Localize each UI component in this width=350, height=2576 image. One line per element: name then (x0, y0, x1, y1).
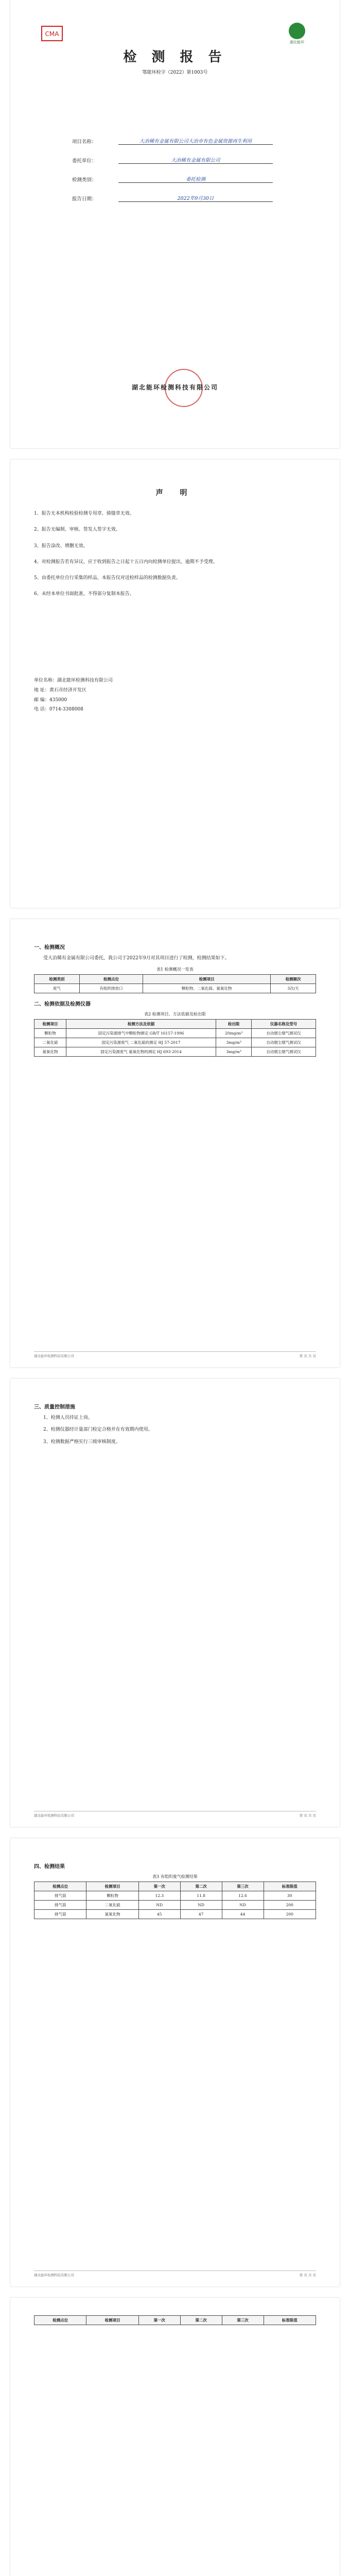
date-label: 报告日期： (72, 196, 97, 202)
table-cell: 44 (222, 1910, 264, 1919)
declaration-item: 2、报告无编制、审核、签发人签字无效。 (34, 527, 120, 533)
table-cell: 自动烟尘烟气测试仪 (252, 1029, 316, 1038)
table-row (34, 1047, 316, 1057)
table-cell: 颗粒物 (86, 1891, 138, 1901)
table-cell: 自动烟尘烟气测试仪 (252, 1047, 316, 1057)
project-field (72, 137, 340, 145)
company-logo (285, 21, 309, 44)
table-cell: 47 (180, 1910, 222, 1919)
table-row (34, 1891, 316, 1901)
report-number: 鄂能环检字（2022）第1003号 (142, 70, 208, 75)
overview-table (34, 974, 316, 993)
table-cell: 氮氧化物 (86, 1910, 138, 1919)
table-header: 检测点位 (34, 1882, 86, 1891)
section-text: 受大冶稀有金属有限公司委托，我公司于2022年9月对其项目进行了检测，检测结果如下。 (43, 956, 230, 961)
cma-logo (41, 26, 63, 41)
date-field (72, 194, 340, 202)
table-header: 检测点位 (79, 975, 143, 984)
qc-item: 3、检测数据严格实行三级审核制度。 (43, 1439, 120, 1445)
table-cell: 45 (138, 1910, 180, 1919)
client-label: 委托单位： (72, 158, 97, 164)
page-footer (34, 2270, 316, 2277)
table-cell: 20mg/m³ (216, 1029, 252, 1038)
results-table-continued (34, 2315, 316, 2325)
table-cell: ND (222, 1901, 264, 1910)
table-header: 检测项目 (86, 1882, 138, 1891)
footer-left: 湖北能环检测科技有限公司 (34, 2273, 74, 2277)
project-value: 大冶稀有金属有限公司大冶市有色金属资源再生利用 (118, 137, 273, 145)
results-table (34, 1882, 316, 1919)
section-title: 二、检测依据及检测仪器 (34, 1002, 91, 1008)
project-label: 项目名称： (72, 139, 97, 145)
table-header: 第三次 (222, 2316, 264, 2325)
table-cell: 200 (264, 1901, 316, 1910)
table-header: 检测类别 (34, 975, 80, 984)
table-cell: 排气筒 (34, 1891, 86, 1901)
report-title: 检 测 报 告 (123, 49, 227, 65)
table-cell: 3mg/m³ (216, 1047, 252, 1057)
contact-line: 电 话：0714-3308008 (34, 707, 83, 713)
footer-left: 湖北能环检测科技有限公司 (34, 1814, 74, 1818)
table-header: 检测频次 (271, 975, 316, 984)
table-header: 检测点位 (34, 2316, 86, 2325)
declaration-item: 5、由委托单位自行采集的样品，本报告仅对送检样品的检测数据负责。 (34, 575, 181, 581)
table-cell: 固定污染源废气 二氧化硫的测定 HJ 57-2017 (66, 1038, 216, 1047)
table-header: 标准限值 (264, 2316, 316, 2325)
table-row (34, 1029, 316, 1038)
table-cell: 二氧化硫 (34, 1038, 66, 1047)
method-table (34, 1019, 316, 1057)
declaration-item: 4、对检测报告若有异议，应于收到报告之日起十五日内向检测单位提出，逾期不予受理。 (34, 559, 218, 565)
table-header: 仪器名称及型号 (252, 1020, 316, 1029)
table-cell: 3次/天 (271, 984, 316, 993)
section-title: 三、质量控制措施 (34, 1404, 75, 1410)
table-header: 第二次 (180, 2316, 222, 2325)
table-row (34, 1901, 316, 1910)
table-header: 第一次 (138, 1882, 180, 1891)
table-header: 标准限值 (264, 1882, 316, 1891)
table-cell: 颗粒物 (34, 1029, 66, 1038)
type-label: 检测类别： (72, 177, 97, 183)
declaration-item: 3、报告涂改、增删无效。 (34, 543, 88, 549)
table-cell: ND (138, 1901, 180, 1910)
table-header: 第一次 (138, 2316, 180, 2325)
table-cell: 废气 (34, 984, 80, 993)
table-cell: 30 (264, 1891, 316, 1901)
qc-item: 2、检测仪器经计量部门检定合格并在有效期内使用。 (43, 1427, 153, 1433)
table-header: 第二次 (180, 1882, 222, 1891)
table-cell: 颗粒物、二氧化硫、氮氧化物 (143, 984, 271, 993)
table-cell: 固定污染源废气 氮氧化物的测定 HJ 693-2014 (66, 1047, 216, 1057)
table-row (34, 984, 316, 993)
table-cell: 12.6 (222, 1891, 264, 1901)
overview-page (10, 919, 340, 1367)
qc-page (10, 1379, 340, 1827)
table-cell: 二氧化硫 (86, 1901, 138, 1910)
table-caption: 表2 检测项目、方法依据及检出限 (144, 1012, 206, 1017)
table-header-row (34, 1020, 316, 1029)
table-header: 检测项目 (34, 1020, 66, 1029)
contact-line: 单位名称：湖北能环检测科技有限公司 (34, 677, 113, 683)
table-cell: 排气筒 (34, 1901, 86, 1910)
contact-line: 地 址：黄石市经济开发区 (34, 687, 86, 693)
declaration-title: 声 明 (155, 489, 195, 497)
contact-line: 邮 编：435000 (34, 697, 67, 703)
org-name: 湖北能环检测科技有限公司 (131, 384, 218, 391)
contact-block (34, 676, 316, 715)
cover-page (10, 0, 340, 448)
table-row (34, 1038, 316, 1047)
declaration-item: 1、报告无本机构检验检测专用章、骑缝章无效。 (34, 511, 134, 516)
type-value: 委托检测 (118, 175, 273, 183)
table-header: 检测项目 (86, 2316, 138, 2325)
svg-text:湖北能环: 湖北能环 (290, 40, 304, 44)
table-header: 检出限 (216, 1020, 252, 1029)
table-cell: 氮氧化物 (34, 1047, 66, 1057)
page-footer (34, 1351, 316, 1358)
table-header-row (34, 975, 316, 984)
table-cell: 200 (264, 1910, 316, 1919)
footer-right: 第 页 共 页 (299, 1814, 316, 1818)
table-header: 检测项目 (143, 975, 271, 984)
table-header-row (34, 1882, 316, 1891)
footer-left: 湖北能环检测科技有限公司 (34, 1354, 74, 1358)
table-cell: 11.8 (180, 1891, 222, 1901)
declaration-page (10, 460, 340, 908)
footer-right: 第 页 共 页 (299, 1354, 316, 1358)
results-continued-page (10, 2298, 340, 2576)
declaration-item: 6、未经本单位书面批准，不得部分复制本报告。 (34, 591, 134, 597)
table-cell: 自动烟尘烟气测试仪 (252, 1038, 316, 1047)
table-caption: 表1 检测概况一览表 (156, 967, 194, 972)
table-header: 第三次 (222, 1882, 264, 1891)
page-footer (34, 1811, 316, 1818)
table-caption: 表3 有组织废气检测结果 (152, 1874, 198, 1879)
table-header: 检测方法及依据 (66, 1020, 216, 1029)
table-cell: 排气筒 (34, 1910, 86, 1919)
table-cell: 固定污染源排气中颗粒物测定 GB/T 16157-1996 (66, 1029, 216, 1038)
cover-fields (72, 137, 340, 202)
section-title: 四、检测结果 (34, 1864, 65, 1870)
table-cell: 有组织排放口 (79, 984, 143, 993)
table-cell: 12.3 (138, 1891, 180, 1901)
results-page (10, 1838, 340, 2286)
client-value: 大冶稀有金属有限公司 (118, 156, 273, 164)
footer-right: 第 页 共 页 (299, 2273, 316, 2277)
section-title: 一、检测概况 (34, 945, 65, 951)
table-header-row (34, 2316, 316, 2325)
date-value: 2022年9月30日 (118, 194, 273, 202)
type-field (72, 175, 340, 183)
qc-item: 1、检测人员持证上岗。 (43, 1415, 93, 1420)
svg-text:CMA: CMA (45, 30, 59, 38)
table-row (34, 1910, 316, 1919)
table-cell: 3mg/m³ (216, 1038, 252, 1047)
client-field (72, 156, 340, 164)
table-cell: ND (180, 1901, 222, 1910)
